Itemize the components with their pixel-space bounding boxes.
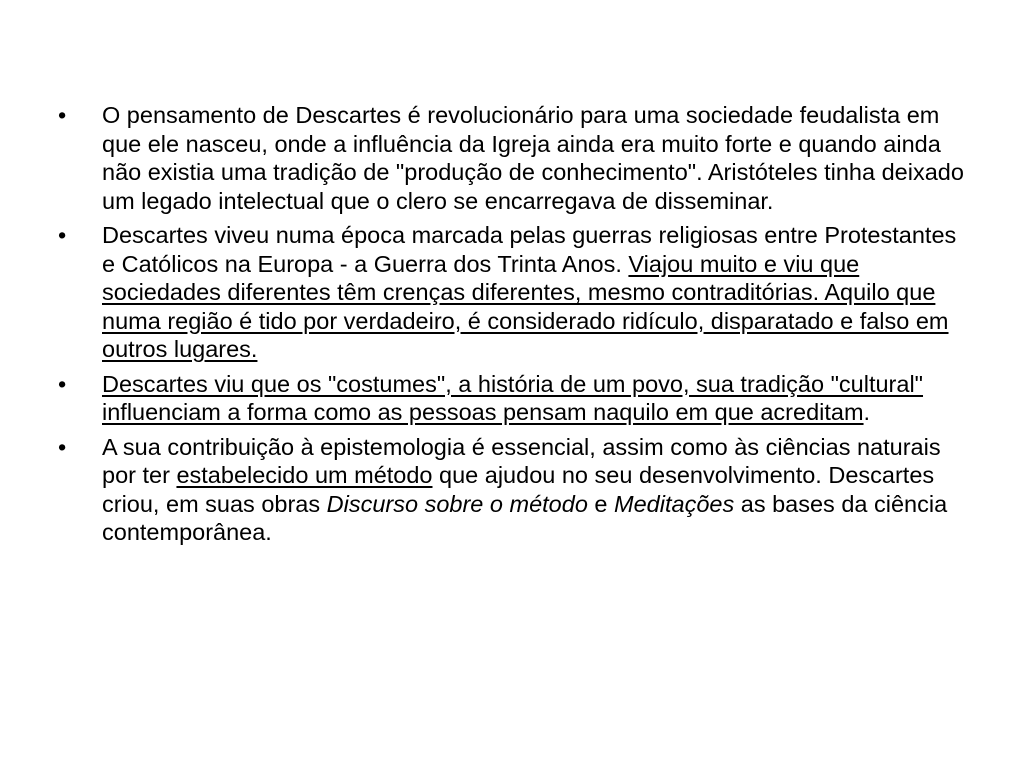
bullet-icon: • (58, 370, 67, 397)
bullet-icon: • (58, 102, 67, 128)
bullet-item-2 (58, 221, 968, 364)
bullet-item-3 (58, 370, 968, 427)
bullet-1-text: O pensamento de Descartes é revolucionário para uma sociedade feudalista em que ele nasceu, onde a influência da Igreja ainda era muito forte e quando ainda não existia uma tradição de "produção de conhecimento". Aristóteles tinha deixado um legado intelectual que o clero se encarregava de disseminar. (102, 102, 964, 214)
bullet-4-italic-work-1: Discurso sobre o método (326, 490, 588, 517)
bullet-4-italic-work-2: Meditações (614, 490, 735, 517)
bullet-4-text-c: e (587, 490, 615, 517)
bullet-3-underlined-text: Descartes viu que os "costumes", a história de um povo, sua tradição "cultural" influenciam a forma como as pessoas pensam naquilo em que acreditam (102, 370, 924, 425)
bullet-4-text-d: as bases da ciência contemporânea. (102, 490, 948, 545)
bullet-icon: • (58, 222, 67, 248)
bullet-item-4 (58, 433, 968, 547)
bullet-list (58, 101, 968, 553)
bullet-icon: • (58, 433, 67, 460)
bullet-2-underlined-text: Viajou muito e viu que sociedades diferentes têm crenças diferentes, mesmo contraditórias. Aquilo que numa região é tido por verdadeiro, é considerado ridículo, disparatado e falso em outros lugares. (102, 250, 949, 362)
bullet-4-underlined-text: estabelecido um método (176, 462, 433, 488)
bullet-4-text-b: que ajudou no seu desenvolvimento. Descartes criou, em suas obras (102, 462, 935, 517)
bullet-4-text-a: A sua contribuição à epistemologia é essencial, assim como às ciências naturais por ter (102, 433, 941, 488)
bullet-3-period: . (863, 399, 871, 425)
bullet-item-1 (58, 101, 968, 215)
bullet-2-text: Descartes viveu numa época marcada pelas guerras religiosas entre Protestantes e Católicos na Europa - a Guerra dos Trinta Anos. (102, 222, 957, 277)
